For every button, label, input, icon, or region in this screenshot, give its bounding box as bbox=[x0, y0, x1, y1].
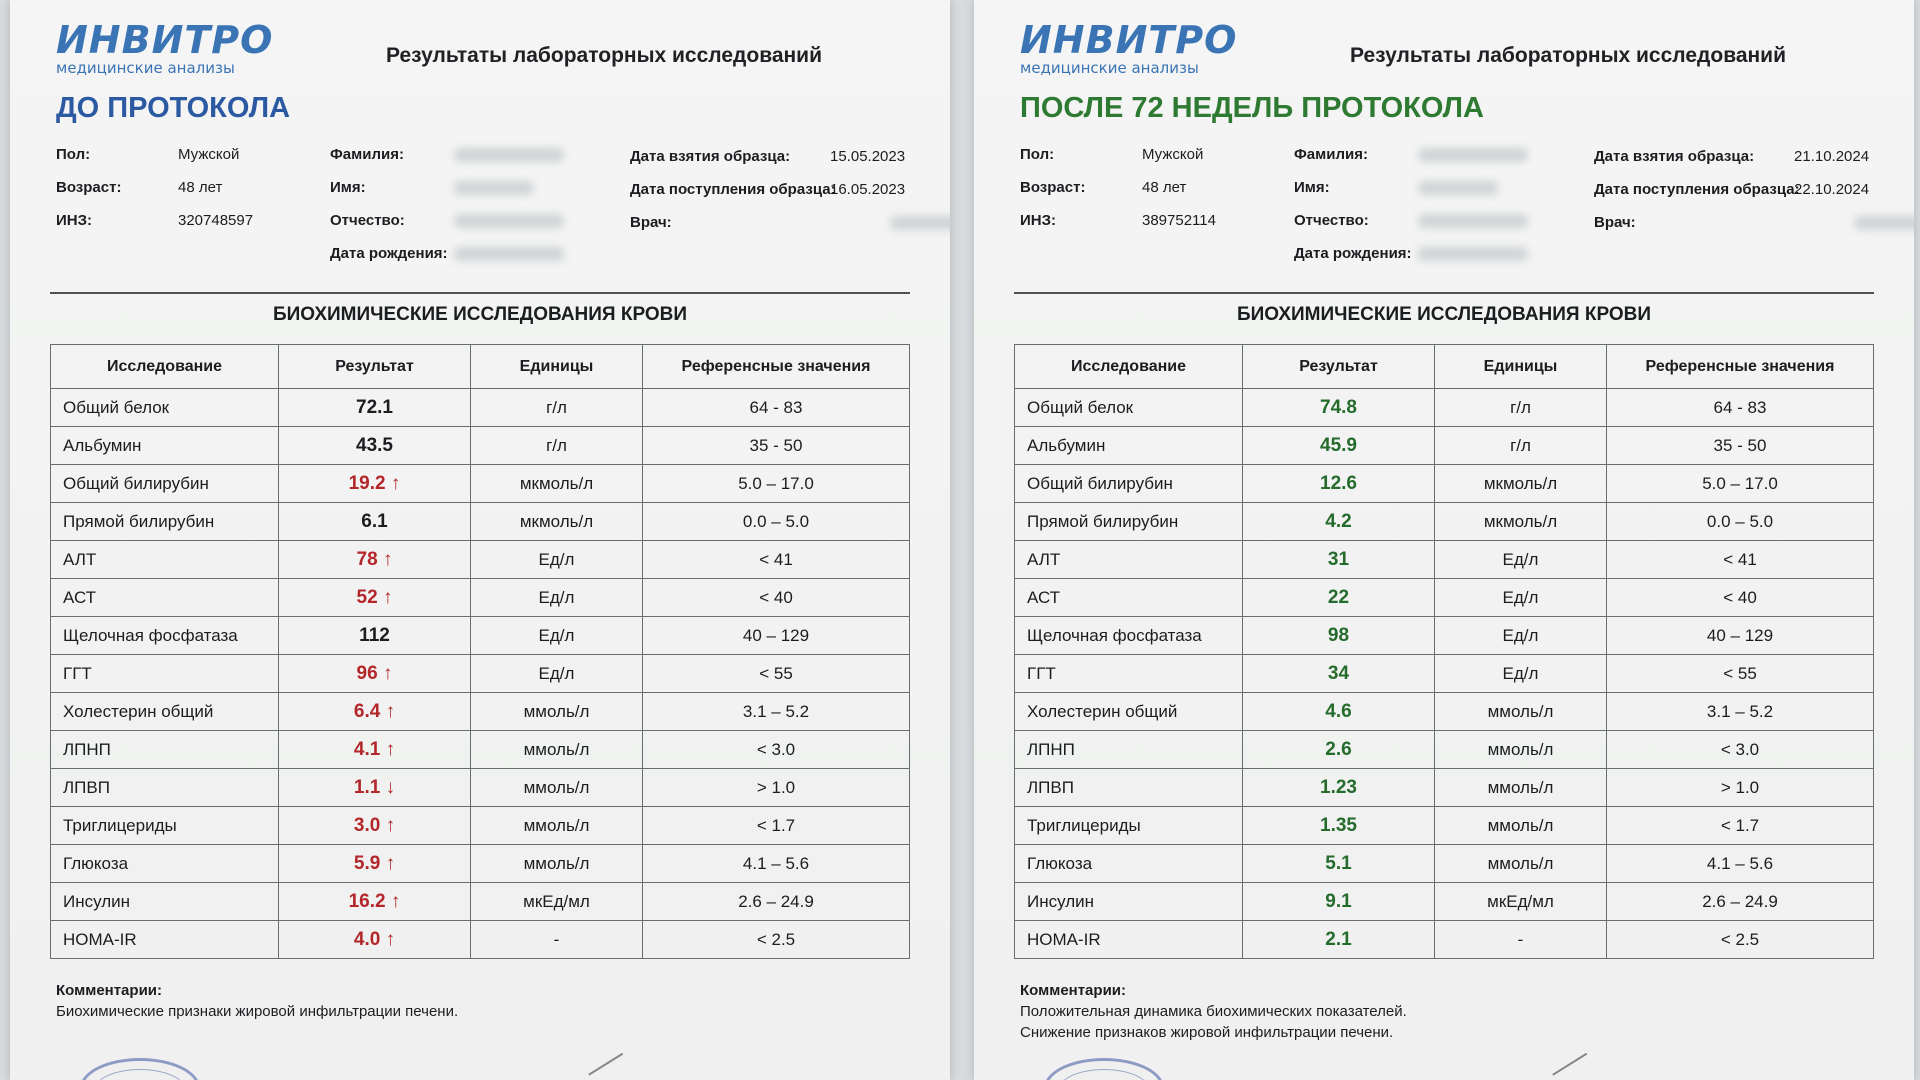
test-result: 74.8 bbox=[1243, 389, 1435, 427]
redacted-patronymic bbox=[454, 214, 564, 228]
report-sheet-after bbox=[974, 0, 1914, 1080]
redacted-birthdate bbox=[454, 247, 564, 261]
comments-block bbox=[1020, 980, 1407, 1043]
test-unit: Ед/л bbox=[471, 617, 643, 655]
table-row bbox=[51, 769, 910, 807]
test-unit: ммоль/л bbox=[1435, 731, 1607, 769]
test-name: HOMA-IR bbox=[51, 921, 279, 959]
test-unit: Ед/л bbox=[471, 655, 643, 693]
test-unit: ммоль/л bbox=[1435, 693, 1607, 731]
test-reference: 40 – 129 bbox=[643, 617, 910, 655]
redacted-surname bbox=[1418, 148, 1528, 162]
test-name: Альбумин bbox=[1015, 427, 1243, 465]
test-name: Инсулин bbox=[1015, 883, 1243, 921]
sex-label: Пол: bbox=[1020, 146, 1055, 163]
sample-taken-value: 21.10.2024 bbox=[1794, 148, 1870, 165]
table-row bbox=[1015, 921, 1874, 959]
test-result: 4.6 bbox=[1243, 693, 1435, 731]
table-row bbox=[51, 427, 910, 465]
test-reference: < 3.0 bbox=[643, 731, 910, 769]
comments-block bbox=[56, 980, 458, 1022]
test-name: Глюкоза bbox=[51, 845, 279, 883]
test-unit: ммоль/л bbox=[471, 807, 643, 845]
test-result: 1.23 bbox=[1243, 769, 1435, 807]
test-reference: < 2.5 bbox=[643, 921, 910, 959]
patient-info-name bbox=[330, 138, 564, 270]
table-header-row bbox=[1015, 345, 1874, 389]
header-test: Исследование bbox=[51, 345, 279, 389]
results-table bbox=[50, 344, 910, 959]
test-name: Глюкоза bbox=[1015, 845, 1243, 883]
test-unit: мкмоль/л bbox=[1435, 503, 1607, 541]
test-result: 2.1 bbox=[1243, 921, 1435, 959]
redacted-name bbox=[454, 181, 534, 195]
test-unit: ммоль/л bbox=[471, 845, 643, 883]
test-result: 1.1 ↓ bbox=[279, 769, 471, 807]
test-name: ГГТ bbox=[1015, 655, 1243, 693]
test-result: 5.9 ↑ bbox=[279, 845, 471, 883]
test-unit: мкмоль/л bbox=[1435, 465, 1607, 503]
test-unit: Ед/л bbox=[471, 541, 643, 579]
test-name: АЛТ bbox=[51, 541, 279, 579]
test-unit: - bbox=[471, 921, 643, 959]
redacted-doctor bbox=[890, 216, 950, 230]
table-row bbox=[51, 807, 910, 845]
inz-value: 389752114 bbox=[1142, 212, 1216, 229]
test-result: 19.2 ↑ bbox=[279, 465, 471, 503]
test-name: АСТ bbox=[51, 579, 279, 617]
header-result: Результат bbox=[1243, 345, 1435, 389]
sample-received-label: Дата поступления образца: bbox=[1594, 181, 1800, 198]
document-title: Результаты лабораторных исследований bbox=[386, 44, 823, 67]
inz-label: ИНЗ: bbox=[56, 212, 93, 229]
age-value: 48 лет bbox=[1142, 179, 1187, 196]
test-name: Прямой билирубин bbox=[51, 503, 279, 541]
test-reference: 4.1 – 5.6 bbox=[1607, 845, 1874, 883]
test-reference: 40 – 129 bbox=[1607, 617, 1874, 655]
inz-value: 320748597 bbox=[178, 212, 254, 229]
test-name: ЛПНП bbox=[1015, 731, 1243, 769]
section-title: БИОХИМИЧЕСКИЕ ИССЛЕДОВАНИЯ КРОВИ bbox=[1236, 304, 1652, 325]
test-reference: < 55 bbox=[1607, 655, 1874, 693]
table-row bbox=[51, 503, 910, 541]
table-row bbox=[1015, 579, 1874, 617]
test-unit: мкЕд/мл bbox=[1435, 883, 1607, 921]
test-unit: г/л bbox=[1435, 389, 1607, 427]
patronymic-label: Отчество: bbox=[330, 212, 405, 229]
name-label: Имя: bbox=[1294, 179, 1330, 196]
document-title: Результаты лабораторных исследований bbox=[1350, 44, 1787, 67]
test-name: Холестерин общий bbox=[51, 693, 279, 731]
test-name: ЛПНП bbox=[51, 731, 279, 769]
test-name: Триглицериды bbox=[1015, 807, 1243, 845]
test-reference: 0.0 – 5.0 bbox=[643, 503, 910, 541]
sample-received-label: Дата поступления образца: bbox=[630, 181, 836, 198]
divider bbox=[50, 292, 910, 294]
test-name: ГГТ bbox=[51, 655, 279, 693]
stamp bbox=[80, 1058, 200, 1080]
sample-info bbox=[1594, 140, 1914, 239]
age-label: Возраст: bbox=[1020, 179, 1086, 196]
header-result: Результат bbox=[279, 345, 471, 389]
test-unit: г/л bbox=[471, 389, 643, 427]
test-name: HOMA-IR bbox=[1015, 921, 1243, 959]
test-name: Общий билирубин bbox=[1015, 465, 1243, 503]
logo-tagline: медицинские анализы bbox=[56, 59, 235, 77]
test-name: Щелочная фосфатаза bbox=[1015, 617, 1243, 655]
test-reference: 5.0 – 17.0 bbox=[1607, 465, 1874, 503]
test-name: Инсулин bbox=[51, 883, 279, 921]
table-row bbox=[51, 693, 910, 731]
test-result: 12.6 bbox=[1243, 465, 1435, 503]
test-unit: ммоль/л bbox=[471, 693, 643, 731]
table-row bbox=[51, 465, 910, 503]
test-reference: 0.0 – 5.0 bbox=[1607, 503, 1874, 541]
signature bbox=[588, 1053, 631, 1080]
logo-brand: ИНВИТРО bbox=[1020, 18, 1238, 62]
test-result: 43.5 bbox=[279, 427, 471, 465]
redacted-surname bbox=[454, 148, 564, 162]
sample-taken-label: Дата взятия образца: bbox=[630, 148, 791, 165]
test-unit: - bbox=[1435, 921, 1607, 959]
sample-received-value: 22.10.2024 bbox=[1794, 181, 1870, 198]
test-result: 6.1 bbox=[279, 503, 471, 541]
test-reference: 3.1 – 5.2 bbox=[1607, 693, 1874, 731]
test-unit: ммоль/л bbox=[471, 769, 643, 807]
test-name: АСТ bbox=[1015, 579, 1243, 617]
stage-title: ПОСЛЕ 72 НЕДЕЛЬ ПРОТОКОЛА bbox=[1020, 92, 1484, 124]
surname-label: Фамилия: bbox=[330, 146, 404, 163]
test-name: ЛПВП bbox=[1015, 769, 1243, 807]
test-result: 4.2 bbox=[1243, 503, 1435, 541]
test-name: Прямой билирубин bbox=[1015, 503, 1243, 541]
table-row bbox=[1015, 655, 1874, 693]
test-reference: < 40 bbox=[643, 579, 910, 617]
patient-info-name bbox=[1294, 138, 1528, 270]
stage-title: ДО ПРОТОКОЛА bbox=[56, 92, 291, 124]
test-reference: < 40 bbox=[1607, 579, 1874, 617]
test-reference: 5.0 – 17.0 bbox=[643, 465, 910, 503]
test-unit: Ед/л bbox=[1435, 579, 1607, 617]
sample-taken-value: 15.05.2023 bbox=[830, 148, 906, 165]
header-units: Единицы bbox=[1435, 345, 1607, 389]
test-reference: > 1.0 bbox=[643, 769, 910, 807]
table-row bbox=[51, 845, 910, 883]
table-row bbox=[1015, 731, 1874, 769]
test-name: Общий билирубин bbox=[51, 465, 279, 503]
report-sheet-before bbox=[10, 0, 950, 1080]
stamp-inner-ring bbox=[95, 1069, 185, 1080]
test-reference: 35 - 50 bbox=[643, 427, 910, 465]
test-result: 112 bbox=[279, 617, 471, 655]
results-body bbox=[51, 389, 910, 959]
comment-line: Положительная динамика биохимических показателей. bbox=[1020, 1003, 1407, 1020]
inz-label: ИНЗ: bbox=[1020, 212, 1057, 229]
test-name: ЛПВП bbox=[51, 769, 279, 807]
test-reference: < 1.7 bbox=[643, 807, 910, 845]
table-header-row bbox=[51, 345, 910, 389]
table-row bbox=[1015, 389, 1874, 427]
signature bbox=[1552, 1053, 1595, 1080]
test-name: Общий белок bbox=[1015, 389, 1243, 427]
test-result: 45.9 bbox=[1243, 427, 1435, 465]
test-name: Общий белок bbox=[51, 389, 279, 427]
test-result: 2.6 bbox=[1243, 731, 1435, 769]
results-body bbox=[1015, 389, 1874, 959]
doctor-label: Врач: bbox=[630, 214, 672, 231]
test-unit: Ед/л bbox=[1435, 541, 1607, 579]
patient-info-basic bbox=[56, 138, 253, 237]
logo-tagline: медицинские анализы bbox=[1020, 59, 1199, 77]
invitro-logo bbox=[1020, 20, 1237, 76]
test-unit: мкмоль/л bbox=[471, 465, 643, 503]
stamp-inner-ring bbox=[1059, 1069, 1149, 1080]
patient-info-basic bbox=[1020, 138, 1216, 237]
test-reference: < 1.7 bbox=[1607, 807, 1874, 845]
doctor-label: Врач: bbox=[1594, 214, 1636, 231]
test-result: 52 ↑ bbox=[279, 579, 471, 617]
table-row bbox=[1015, 845, 1874, 883]
test-reference: > 1.0 bbox=[1607, 769, 1874, 807]
sex-value: Мужской bbox=[178, 146, 240, 163]
test-result: 96 ↑ bbox=[279, 655, 471, 693]
section-title: БИОХИМИЧЕСКИЕ ИССЛЕДОВАНИЯ КРОВИ bbox=[272, 304, 688, 325]
redacted-patronymic bbox=[1418, 214, 1528, 228]
test-result: 98 bbox=[1243, 617, 1435, 655]
table-row bbox=[51, 731, 910, 769]
test-unit: ммоль/л bbox=[471, 731, 643, 769]
test-unit: Ед/л bbox=[471, 579, 643, 617]
test-unit: Ед/л bbox=[1435, 617, 1607, 655]
table-row bbox=[51, 617, 910, 655]
sample-received-value: 16.05.2023 bbox=[830, 181, 906, 198]
test-unit: ммоль/л bbox=[1435, 845, 1607, 883]
age-label: Возраст: bbox=[56, 179, 122, 196]
test-result: 4.0 ↑ bbox=[279, 921, 471, 959]
header-reference: Референсные значения bbox=[1607, 345, 1874, 389]
age-value: 48 лет bbox=[178, 179, 223, 196]
comment-line: Снижение признаков жировой инфильтрации печени. bbox=[1020, 1024, 1394, 1041]
test-result: 4.1 ↑ bbox=[279, 731, 471, 769]
test-name: Щелочная фосфатаза bbox=[51, 617, 279, 655]
invitro-logo bbox=[56, 20, 273, 76]
table-row bbox=[1015, 883, 1874, 921]
name-label: Имя: bbox=[330, 179, 366, 196]
table-row bbox=[51, 655, 910, 693]
table-row bbox=[51, 921, 910, 959]
redacted-birthdate bbox=[1418, 247, 1528, 261]
test-result: 31 bbox=[1243, 541, 1435, 579]
birth-label: Дата рождения: bbox=[330, 245, 448, 262]
comment-line: Биохимические признаки жировой инфильтрации печени. bbox=[56, 1003, 459, 1020]
sex-value: Мужской bbox=[1142, 146, 1204, 163]
test-result: 6.4 ↑ bbox=[279, 693, 471, 731]
test-reference: < 55 bbox=[643, 655, 910, 693]
stamp bbox=[1044, 1058, 1164, 1080]
test-reference: < 2.5 bbox=[1607, 921, 1874, 959]
test-reference: 4.1 – 5.6 bbox=[643, 845, 910, 883]
test-result: 22 bbox=[1243, 579, 1435, 617]
test-reference: 35 - 50 bbox=[1607, 427, 1874, 465]
sample-taken-label: Дата взятия образца: bbox=[1594, 148, 1755, 165]
test-unit: г/л bbox=[471, 427, 643, 465]
table-row bbox=[1015, 503, 1874, 541]
test-unit: ммоль/л bbox=[1435, 769, 1607, 807]
results-table bbox=[1014, 344, 1874, 959]
sample-info bbox=[630, 140, 950, 239]
test-unit: ммоль/л bbox=[1435, 807, 1607, 845]
table-row bbox=[51, 389, 910, 427]
header-test: Исследование bbox=[1015, 345, 1243, 389]
test-reference: 64 - 83 bbox=[643, 389, 910, 427]
table-row bbox=[51, 579, 910, 617]
table-row bbox=[1015, 769, 1874, 807]
sex-label: Пол: bbox=[56, 146, 91, 163]
test-reference: < 41 bbox=[643, 541, 910, 579]
comments-label: Комментарии: bbox=[56, 982, 163, 999]
test-reference: 2.6 – 24.9 bbox=[643, 883, 910, 921]
test-name: Альбумин bbox=[51, 427, 279, 465]
test-reference: 3.1 – 5.2 bbox=[643, 693, 910, 731]
test-name: Триглицериды bbox=[51, 807, 279, 845]
table-row bbox=[1015, 807, 1874, 845]
test-result: 5.1 bbox=[1243, 845, 1435, 883]
test-reference: 2.6 – 24.9 bbox=[1607, 883, 1874, 921]
header-units: Единицы bbox=[471, 345, 643, 389]
divider bbox=[1014, 292, 1874, 294]
test-result: 9.1 bbox=[1243, 883, 1435, 921]
table-row bbox=[1015, 617, 1874, 655]
redacted-name bbox=[1418, 181, 1498, 195]
table-row bbox=[1015, 541, 1874, 579]
logo-brand: ИНВИТРО bbox=[56, 18, 274, 62]
test-unit: мкЕд/мл bbox=[471, 883, 643, 921]
table-row bbox=[1015, 693, 1874, 731]
patronymic-label: Отчество: bbox=[1294, 212, 1369, 229]
redacted-doctor bbox=[1854, 216, 1914, 230]
test-name: Холестерин общий bbox=[1015, 693, 1243, 731]
test-unit: г/л bbox=[1435, 427, 1607, 465]
table-row bbox=[1015, 427, 1874, 465]
surname-label: Фамилия: bbox=[1294, 146, 1368, 163]
test-result: 1.35 bbox=[1243, 807, 1435, 845]
table-row bbox=[51, 883, 910, 921]
test-unit: мкмоль/л bbox=[471, 503, 643, 541]
test-result: 3.0 ↑ bbox=[279, 807, 471, 845]
test-reference: < 3.0 bbox=[1607, 731, 1874, 769]
test-result: 34 bbox=[1243, 655, 1435, 693]
test-result: 72.1 bbox=[279, 389, 471, 427]
table-row bbox=[1015, 465, 1874, 503]
comments-label: Комментарии: bbox=[1020, 982, 1127, 999]
birth-label: Дата рождения: bbox=[1294, 245, 1412, 262]
header-reference: Референсные значения bbox=[643, 345, 910, 389]
test-reference: 64 - 83 bbox=[1607, 389, 1874, 427]
test-unit: Ед/л bbox=[1435, 655, 1607, 693]
test-name: АЛТ bbox=[1015, 541, 1243, 579]
table-row bbox=[51, 541, 910, 579]
test-reference: < 41 bbox=[1607, 541, 1874, 579]
test-result: 16.2 ↑ bbox=[279, 883, 471, 921]
test-result: 78 ↑ bbox=[279, 541, 471, 579]
